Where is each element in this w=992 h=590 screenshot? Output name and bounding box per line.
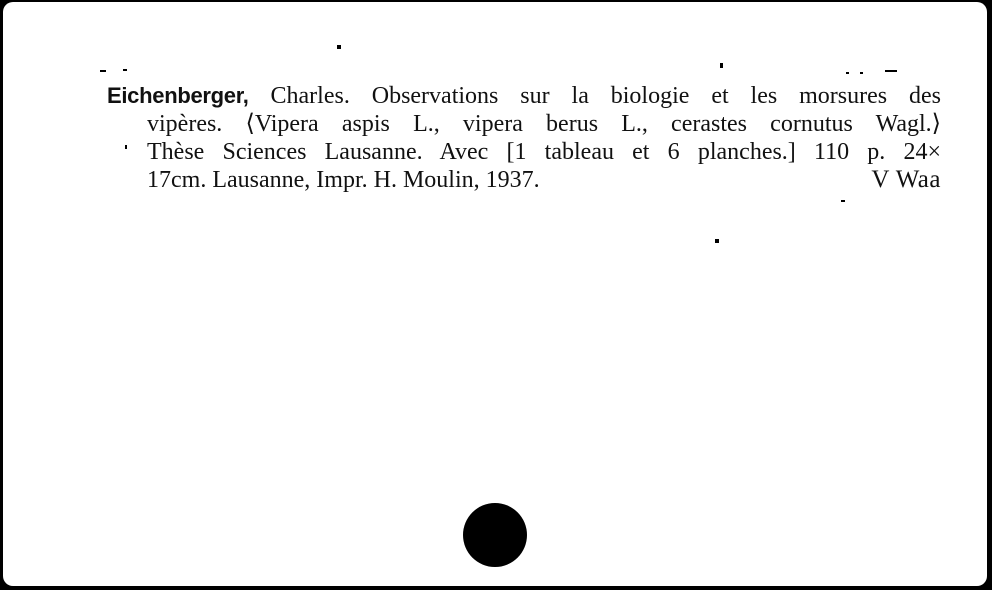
scan-speck [841,200,845,202]
entry-line-1 [107,82,941,110]
entry-line-2: vipères. ⟨Vipera aspis L., vipera berus L., cerastes cornutus Wagl.⟩ [147,111,941,137]
scan-speck [123,69,127,71]
scan-speck [860,72,863,74]
author-name: Eichenberger, [107,83,249,108]
call-number: V Waa [871,166,941,193]
catalog-card [3,2,987,586]
scan-speck [846,72,849,74]
entry-line-1-text: Charles. Observations sur la biologie et les morsures des [270,83,941,109]
scan-speck [337,45,341,49]
scan-edge-mark [0,83,3,99]
entry-line-3: Thèse Sciences Lausanne. Avec [1 tableau et 6 planches.] 110 p. 24× [147,139,941,165]
scan-speck [100,70,106,72]
publication-info: 17cm. Lausanne, Impr. H. Moulin, 1937. [147,167,540,193]
scan-speck [715,239,719,243]
scan-speck [125,145,127,149]
entry-line-4 [107,166,941,194]
scan-speck [885,70,897,72]
bibliographic-entry [107,82,941,194]
punch-hole [463,503,527,567]
scan-speck [720,63,723,68]
